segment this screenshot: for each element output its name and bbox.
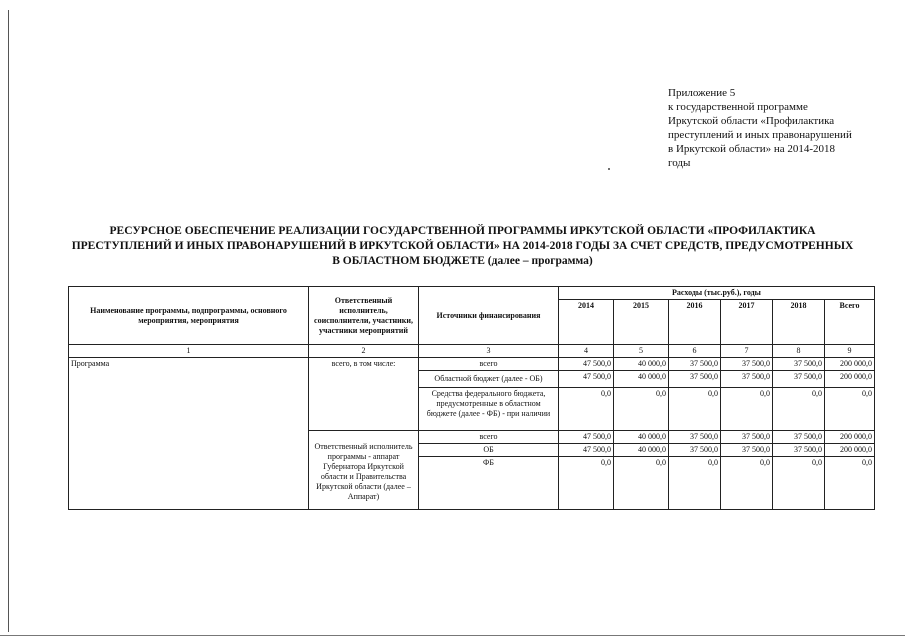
- column-index-row: [69, 345, 875, 358]
- header-row: [69, 287, 875, 300]
- value-cell: 0,0: [614, 388, 669, 431]
- value-cell: 40 000,0: [614, 371, 669, 388]
- value-cell: 40 000,0: [614, 444, 669, 457]
- source-cell: всего: [419, 358, 559, 371]
- value-cell: 40 000,0: [614, 431, 669, 444]
- value-cell-total: 0,0: [825, 388, 875, 431]
- appendix-line: в Иркутской области» на 2014-2018: [668, 143, 836, 155]
- table-row: [69, 358, 875, 371]
- value-cell: 0,0: [721, 457, 773, 510]
- value-cell: 37 500,0: [721, 431, 773, 444]
- value-cell: 0,0: [773, 388, 825, 431]
- value-cell: 37 500,0: [773, 358, 825, 371]
- title-line: ПРЕСТУПЛЕНИЙ И ИНЫХ ПРАВОНАРУШЕНИЙ В ИРКУТСКОЙ ОБЛАСТИ» НА 2014-2018 ГОДЫ ЗА СЧЕТ СРЕДСТВ, ПРЕДУСМОТРЕННЫХ: [71, 240, 854, 252]
- source-cell: ФБ: [419, 457, 559, 510]
- source-cell: Средства федерального бюджета, предусмотренные в областном бюджете (далее - ФБ) - при наличии: [419, 388, 559, 431]
- program-name-cell: Программа: [69, 358, 309, 510]
- value-cell: 37 500,0: [721, 444, 773, 457]
- value-cell-total: 200 000,0: [825, 371, 875, 388]
- value-cell: 47 500,0: [559, 431, 614, 444]
- column-index: 7: [721, 345, 773, 358]
- value-cell: 0,0: [669, 388, 721, 431]
- appendix-line: Иркутской области «Профилактика: [668, 115, 835, 127]
- appendix-line: Приложение 5: [668, 87, 736, 99]
- column-index: 4: [559, 345, 614, 358]
- column-index: 2: [309, 345, 419, 358]
- executor-cell: всего, в том числе:: [309, 358, 419, 431]
- title-line: РЕСУРСНОЕ ОБЕСПЕЧЕНИЕ РЕАЛИЗАЦИИ ГОСУДАРСТВЕННОЙ ПРОГРАММЫ ИРКУТСКОЙ ОБЛАСТИ «ПРОФИЛАКТИКА: [109, 225, 816, 237]
- value-cell: 37 500,0: [669, 371, 721, 388]
- appendix-line: преступлений и иных правонарушений: [668, 129, 852, 141]
- header-source: Источники финансирования: [419, 287, 559, 345]
- year-header: 2017: [721, 300, 773, 345]
- page-bottom-edge: [0, 635, 905, 636]
- source-cell: ОБ: [419, 444, 559, 457]
- value-cell: 0,0: [721, 388, 773, 431]
- year-header: 2018: [773, 300, 825, 345]
- appendix-line: годы: [668, 157, 691, 169]
- header-name: Наименование программы, подпрограммы, основного мероприятия, мероприятия: [69, 287, 309, 345]
- value-cell-total: 0,0: [825, 457, 875, 510]
- title-line: В ОБЛАСТНОМ БЮДЖЕТЕ (далее – программа): [332, 255, 593, 267]
- value-cell: 37 500,0: [773, 444, 825, 457]
- value-cell-total: 200 000,0: [825, 431, 875, 444]
- value-cell: 37 500,0: [721, 358, 773, 371]
- value-cell-total: 200 000,0: [825, 358, 875, 371]
- column-index: 1: [69, 345, 309, 358]
- appendix-note: [668, 86, 888, 170]
- resource-table: [68, 286, 875, 510]
- document-title: [50, 224, 875, 269]
- year-header-total: Всего: [825, 300, 875, 345]
- scan-speck: [608, 168, 610, 170]
- executor-cell: Ответственный исполнитель программы - аппарат Губернатора Иркутской области и Правительства Иркутской области (далее – Аппарат): [309, 431, 419, 510]
- value-cell: 37 500,0: [669, 431, 721, 444]
- value-cell: 37 500,0: [669, 444, 721, 457]
- value-cell: 0,0: [669, 457, 721, 510]
- header-executor: Ответственный исполнитель, соисполнители, участники, участники мероприятий: [309, 287, 419, 345]
- value-cell: 37 500,0: [669, 358, 721, 371]
- column-index: 8: [773, 345, 825, 358]
- value-cell: 37 500,0: [721, 371, 773, 388]
- value-cell: 47 500,0: [559, 358, 614, 371]
- value-cell: 0,0: [773, 457, 825, 510]
- value-cell: 0,0: [559, 388, 614, 431]
- column-index: 5: [614, 345, 669, 358]
- value-cell: 40 000,0: [614, 358, 669, 371]
- year-header: 2014: [559, 300, 614, 345]
- source-cell: Областной бюджет (далее - ОБ): [419, 371, 559, 388]
- column-index: 9: [825, 345, 875, 358]
- value-cell: 37 500,0: [773, 371, 825, 388]
- value-cell: 47 500,0: [559, 444, 614, 457]
- value-cell: 37 500,0: [773, 431, 825, 444]
- value-cell: 0,0: [559, 457, 614, 510]
- year-header: 2016: [669, 300, 721, 345]
- column-index: 3: [419, 345, 559, 358]
- value-cell: 47 500,0: [559, 371, 614, 388]
- value-cell-total: 200 000,0: [825, 444, 875, 457]
- source-cell: всего: [419, 431, 559, 444]
- header-expenses: Расходы (тыс.руб.), годы: [559, 287, 875, 300]
- appendix-line: к государственной программе: [668, 101, 808, 113]
- column-index: 6: [669, 345, 721, 358]
- page-left-edge: [8, 10, 9, 632]
- value-cell: 0,0: [614, 457, 669, 510]
- year-header: 2015: [614, 300, 669, 345]
